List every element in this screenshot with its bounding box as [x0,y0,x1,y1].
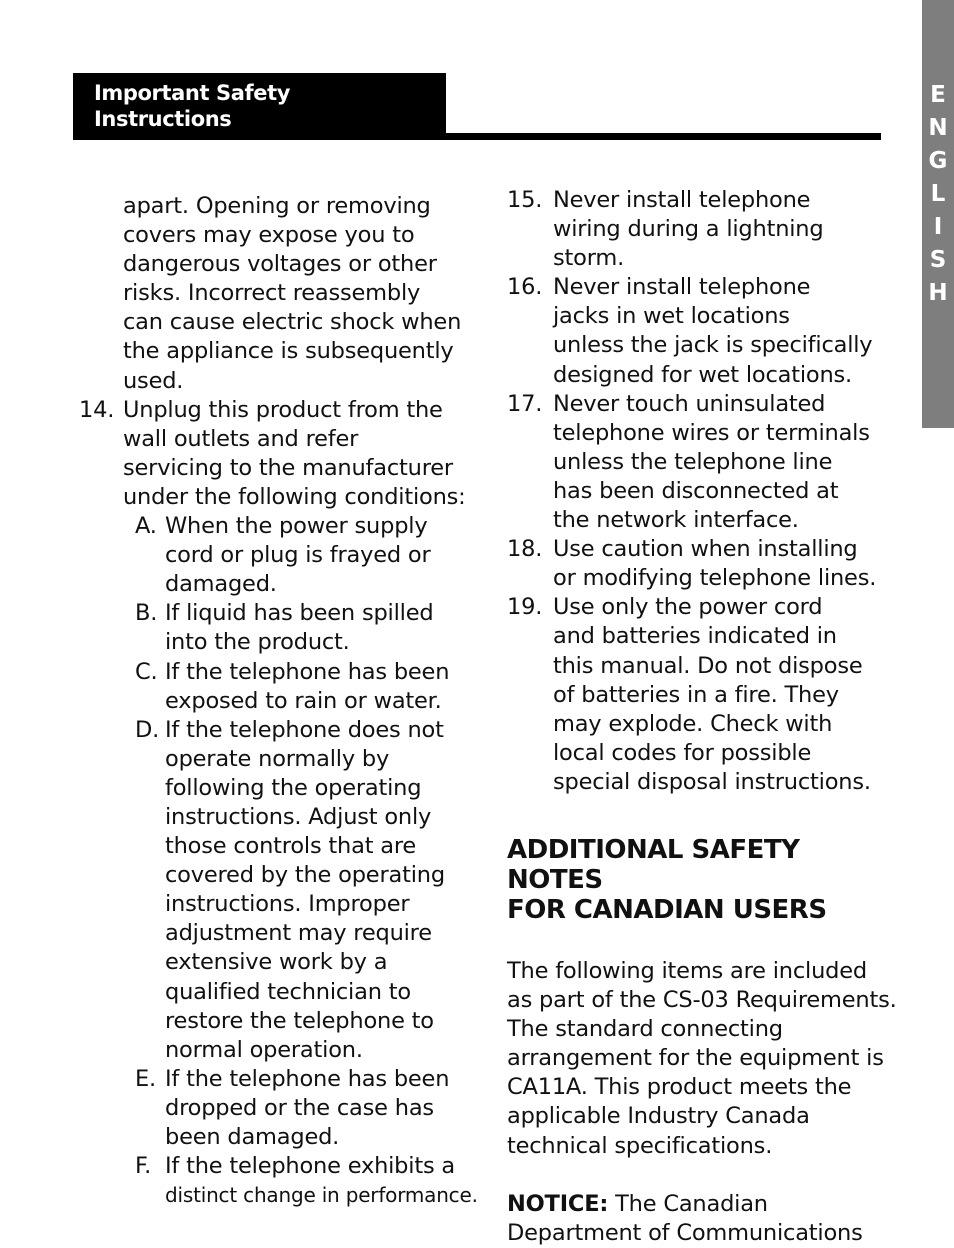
text-line: Use only the power cord [553,594,823,621]
item-13-continuation [79,192,462,396]
text-line: CA11A. This product meets the [507,1074,852,1101]
text-line: or modifying telephone lines. [553,565,877,592]
text-line: instructions. Improper [165,891,410,918]
text-line: The following items are included [507,957,867,984]
text-line: If the telephone does not [165,716,444,743]
text-line: of batteries in a fire. They [553,681,839,708]
subitem-letter: D. [135,716,160,743]
text-line: jacks in wet locations [553,303,790,330]
language-tab-letter: N [928,115,948,141]
text-line: into the product. [165,629,350,656]
text-line: When the power supply [165,513,428,540]
text-line: Use caution when installing [553,536,858,563]
text-line: If liquid has been spilled [165,600,434,627]
heading-line: FOR CANADIAN USERS [507,894,827,925]
text-line: operate normally by [165,745,390,772]
language-tab-letter: E [930,82,946,108]
text-line: restore the telephone to [165,1007,434,1034]
text-line: applicable Industry Canada [507,1103,810,1130]
text-line: telephone wires or terminals [553,419,870,446]
subitem-letter: C. [135,658,158,685]
text-line: the network interface. [553,507,799,534]
list-item-15 [507,186,887,273]
text-line: wall outlets and refer [123,425,359,452]
item-number: 19. [507,594,543,621]
text-line: distinct change in performance. [165,1183,478,1208]
text-line: qualified technician to [165,978,411,1005]
subitem-letter: B. [135,600,158,627]
language-tab-letter: L [930,181,946,207]
notice-paragraph [507,1190,887,1248]
left-column [79,192,478,1210]
text-line: been damaged. [165,1124,340,1150]
notice-label: NOTICE: [507,1190,609,1217]
text-line: dangerous voltages or other [123,251,437,278]
text-line: servicing to the manufacturer [123,454,453,481]
language-tab-letter: G [928,148,948,174]
text-line: Never touch uninsulated [553,390,826,417]
language-tab [922,0,954,428]
list-item-14 [79,396,466,512]
subitem-d [79,716,459,1065]
text-line: The standard connecting [507,1016,783,1043]
text-line: exposed to rain or water. [165,687,442,714]
text-line: instructions. Adjust only [165,803,432,830]
header-rule [73,133,881,140]
text-line: unless the telephone line [553,448,833,475]
text-line: storm. [553,245,625,272]
list-item-16 [507,273,887,389]
subitem-letter: F. [135,1153,152,1180]
language-tab-letter: S [929,247,947,273]
text-line: The Canadian [608,1190,768,1217]
text-line: Never install telephone [553,187,811,213]
text-line: has been disconnected at [553,477,839,504]
text-line: If the telephone has been [165,1065,450,1092]
list-item-17 [507,390,887,535]
text-line: normal operation. [165,1036,363,1063]
text-line: designed for wet locations. [553,361,852,388]
section-title-line-1: Important Safety [94,81,291,105]
text-line: wiring during a lightning [553,216,824,243]
text-line: damaged. [165,571,277,598]
language-tab-letter: H [928,280,948,306]
text-line: If the telephone exhibits a [165,1153,456,1180]
text-line: this manual. Do not dispose [553,652,863,679]
text-line: technical specifications. [507,1132,773,1159]
subitem-c [79,658,459,716]
item-number: 18. [507,536,543,563]
subitem-e [79,1065,459,1152]
item-number: 17. [507,390,543,417]
text-line: may explode. Check with [553,710,833,737]
canadian-notes-paragraph [507,957,897,1161]
text-line: those controls that are [165,833,417,860]
text-line: under the following conditions: [123,483,466,510]
item-number: 14. [79,396,115,423]
text-line: risks. Incorrect reassembly [123,280,421,307]
subitem-a [79,512,459,599]
subitem-b [79,599,459,657]
subitem-letter: A. [135,513,157,540]
text-line: special disposal instructions. [553,768,871,795]
subitem-letter: E. [135,1065,156,1092]
text-line: Department of Communications [507,1219,863,1246]
text-line: as part of the CS-03 Requirements. [507,987,897,1014]
list-item-19 [507,593,887,797]
heading-line: ADDITIONAL SAFETY NOTES [507,834,800,895]
text-line: If the telephone has been [165,658,450,685]
text-line: extensive work by a [165,949,388,976]
text-line: apart. Opening or removing [123,193,431,219]
right-column [507,186,897,1248]
language-tab-letter: I [933,214,943,240]
text-line: Never install telephone [553,274,811,301]
text-line: the appliance is subsequently [123,338,454,365]
text-line: arrangement for the equipment is [507,1045,884,1072]
text-line: used. [123,367,184,394]
item-number: 15. [507,187,543,213]
section-header [73,73,446,139]
section-title-line-2: Instructions [94,107,232,131]
canadian-notes-heading [507,835,887,925]
text-line: Unplug this product from the [123,396,443,423]
text-line: covers may expose you to [123,222,415,249]
item-number: 16. [507,274,543,301]
text-line: and batteries indicated in [553,623,837,650]
text-line: can cause electric shock when [123,309,462,336]
text-line: unless the jack is specifically [553,332,873,359]
text-line: dropped or the case has [165,1094,434,1121]
text-line: covered by the operating [165,862,445,889]
subitem-f [79,1152,478,1210]
text-line: cord or plug is frayed or [165,542,431,569]
text-line: adjustment may require [165,920,432,947]
list-item-18 [507,535,887,593]
text-line: local codes for possible [553,739,812,766]
text-line: following the operating [165,774,422,801]
